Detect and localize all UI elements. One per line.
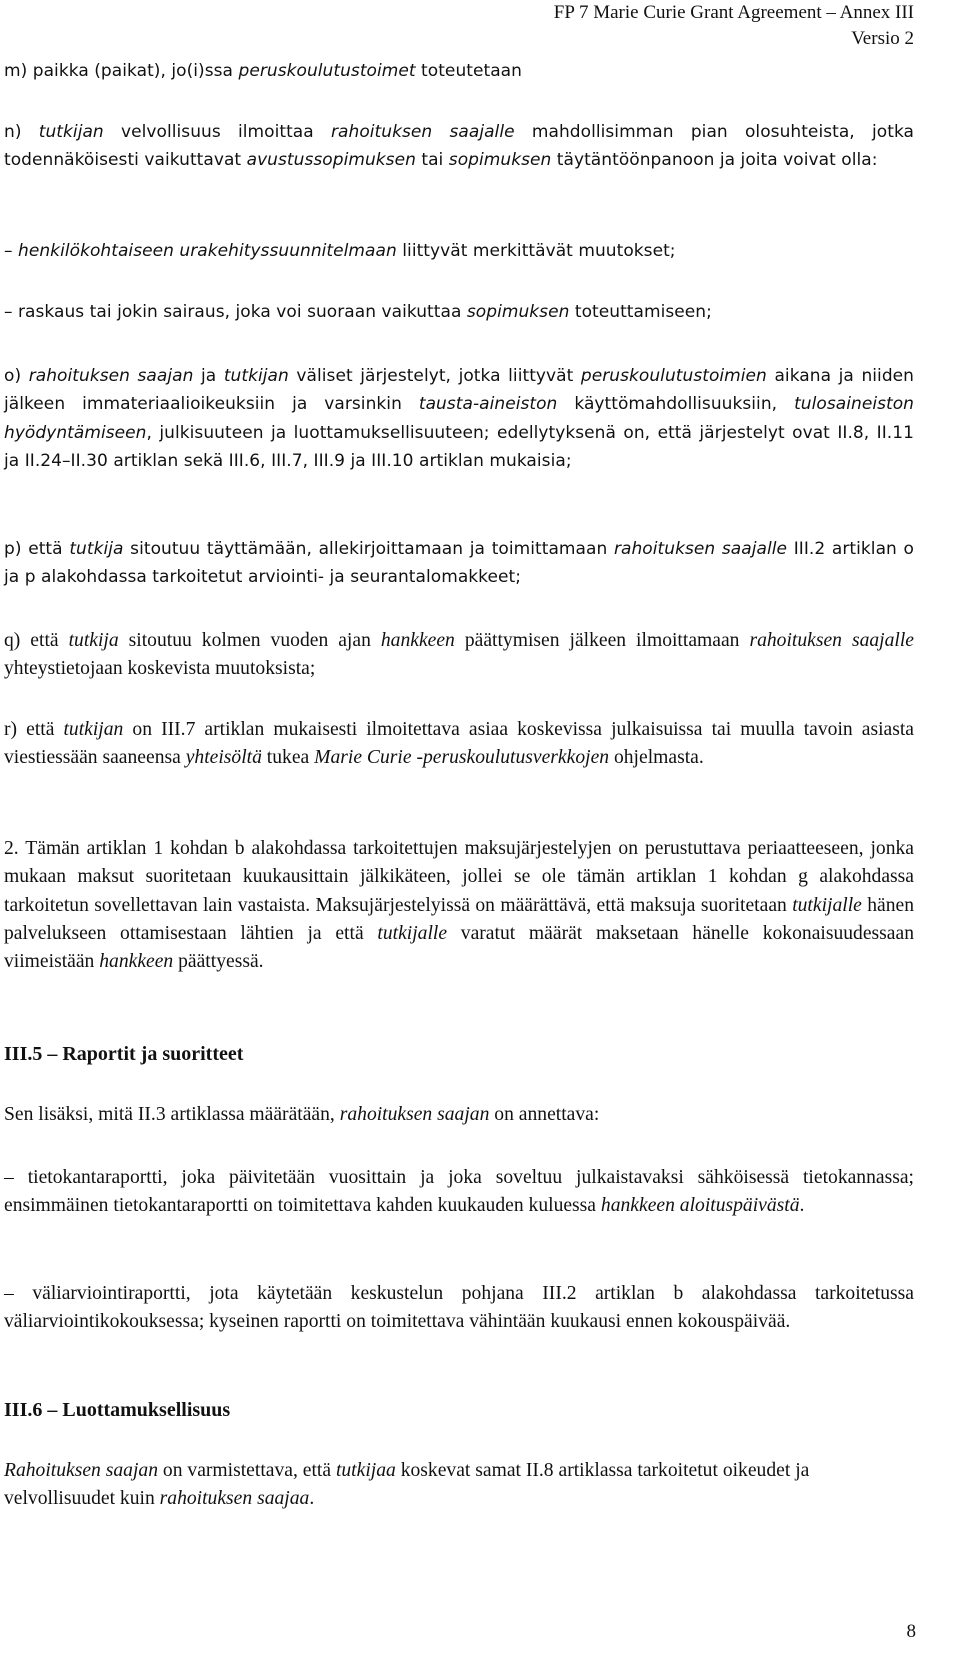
item-q: q) että tutkija sitoutuu kolmen vuoden ajan hankkeen päättymisen jälkeen ilmoittamaan rahoituksen saajalle yhteystietojaan koskevista muutoksista; (4, 630, 914, 680)
item-r: r) että tutkijan on III.7 artiklan mukaisesti ilmoitettava asiaa koskevissa julkaisuissa tai muulla tavoin asiasta viestiessään saaneensa yhteisöltä tukea Marie Curie -peruskoulutusverkkojen ohjelmasta. (4, 719, 914, 769)
page-header (554, 0, 914, 52)
paragraph-III6: Rahoituksen saajan on varmistettava, että tutkijaa koskevat samat II.8 artiklassa tarkoitetut oikeudet ja velvollisuudet kuin rahoituksen saajaa. (4, 1460, 810, 1510)
item-n-bullet-1: – henkilökohtaiseen urakehityssuunnitelmaan liittyvät merkittävät muutokset; (4, 241, 676, 261)
section-heading-III6: III.6 – Luottamuksellisuus (4, 1399, 231, 1421)
section-heading-III5: III.5 – Raportit ja suoritteet (4, 1043, 244, 1065)
header-version: Versio 2 (851, 28, 914, 49)
item-n: n) tutkijan velvollisuus ilmoittaa rahoituksen saajalle mahdollisimman pian olosuhteista, jotka todennäköisesti vaikuttavat avustussopimuksen tai sopimuksen täytäntöönpanoon ja joita voivat olla: (4, 122, 915, 171)
item-midterm-report: – väliarviointiraportti, jota käytetään keskustelun pohjana III.2 artiklan b alakohdassa tarkoitetussa väliarviointikokouksessa; kyseinen raportti on toimitettava vähintään kuukausi ennen kokouspäivää. (4, 1283, 914, 1333)
item-o: o) rahoituksen saajan ja tutkijan väliset järjestelyt, jotka liittyvät peruskoulutustoimien aikana ja niiden jälkeen immateriaalioikeuksiin ja varsinkin tausta-aineiston käyttömahdollisuuksiin, tulosaineiston hyödyntämiseen, julkisuuteen ja luottamuksellisuuteen; edellytyksenä on, että järjestelyt ovat II.8, II.11 ja II.24–II.30 artiklan sekä III.6, III.7, III.9 ja III.10 artiklan mukaisia; (4, 366, 915, 471)
item-m: m) paikka (paikat), jo(i)ssa peruskoulutustoimet toteutetaan (4, 61, 522, 81)
item-p: p) että tutkija sitoutuu täyttämään, allekirjoittamaan ja toimittamaan rahoituksen saajalle III.2 artiklan o ja p alakohdassa tarkoitetut arviointi- ja seurantalomakkeet; (4, 539, 915, 588)
item-n-bullet-2: – raskaus tai jokin sairaus, joka voi suoraan vaikuttaa sopimuksen toteuttamiseen; (4, 302, 712, 322)
item-database-report: – tietokantaraportti, joka päivitetään vuosittain ja joka soveltuu julkaistavaksi sähköisessä tietokannassa; ensimmäinen tietokantaraportti on toimitettava kahden kuukauden kuluessa hankkeen aloituspäivästä. (4, 1167, 914, 1217)
header-agreement: FP 7 Marie Curie Grant Agreement – Annex III (553, 2, 914, 23)
paragraph-III5-intro: Sen lisäksi, mitä II.3 artiklassa määrätään, rahoituksen saajan on annettava: (4, 1104, 600, 1125)
paragraph-2: 2. Tämän artiklan 1 kohdan b alakohdassa tarkoitettujen maksujärjestelyjen on perustuttava periaatteeseen, jonka mukaan maksut suoritetaan kuukausittain jälkikäteen, jollei se ole tämän artiklan 1 kohdan g alakohdassa tarkoitetun sovellettavan lain vastaista. Maksujärjestelyissä on määrättävä, että maksuja suoritetaan tutkijalle hänen palvelukseen ottamisestaan lähtien ja että tutkijalle varatut määrät maksetaan hänelle kokonaisuudessaan viimeistään hankkeen päättyessä. (4, 838, 914, 973)
page-number: 8 (906, 1621, 916, 1642)
